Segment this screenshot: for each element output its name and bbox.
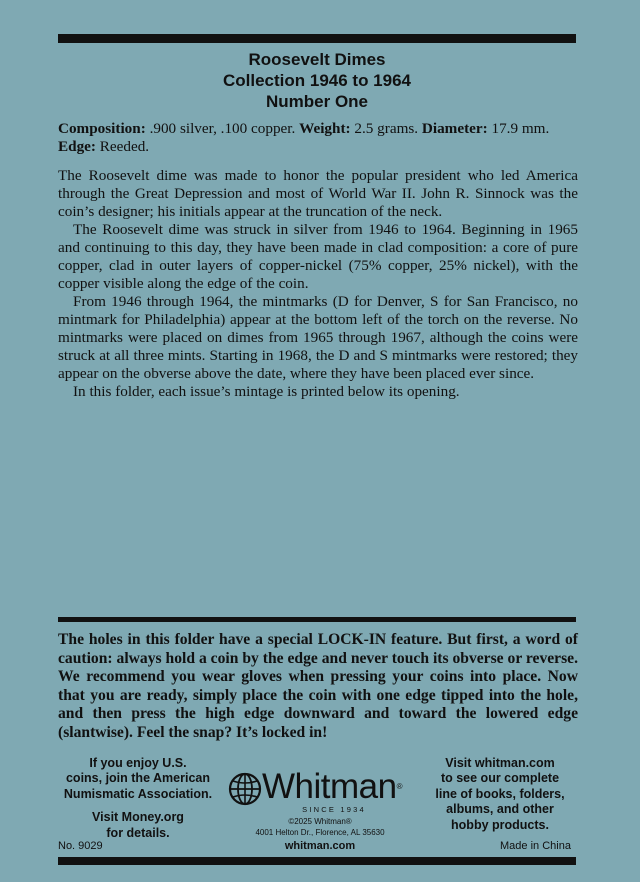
bottom-rule	[58, 857, 576, 865]
title-line-1: Roosevelt Dimes	[248, 50, 386, 69]
ana-promo	[58, 756, 218, 841]
ana-line: for details.	[106, 825, 170, 840]
top-rule	[58, 34, 576, 43]
title-line-3: Number One	[265, 92, 369, 111]
logo-wordmark	[262, 768, 402, 806]
weight-label: Weight:	[299, 120, 351, 137]
edge-label: Edge:	[58, 138, 96, 155]
diameter-value: 17.9 mm.	[487, 120, 550, 137]
ana-line: If you enjoy U.S.	[89, 756, 187, 770]
ana-line: coins, join the American	[65, 771, 210, 786]
coin-specifications	[58, 120, 578, 156]
title-line-2: Collection 1946 to 1964	[222, 71, 412, 90]
since-tagline: SINCE 1934	[302, 805, 366, 814]
copyright-text: ©2025 Whitman®	[288, 817, 352, 826]
weight-value: 2.5 grams.	[350, 120, 422, 137]
website-text: whitman.com	[284, 840, 356, 852]
promo-line: albums, and other	[446, 802, 554, 817]
whitman-logo	[226, 768, 416, 808]
lock-in-instructions: The holes in this folder have a special LOCK-IN feature. But first, a word of caution: always hold a coin by the edge and never touch its obverse or reverse. We recommend you wear gloves when pressing your coins into place. Now that you are ready, simply place the coin with one edge tipped into the hole, and then press the high edge downward and toward the lowered edge (slantwise). Feel the snap? It’s locked in!	[58, 631, 578, 741]
paragraph: The Roosevelt dime was made to honor the popular president who led America through the Great Depression and most of World War II. John R. Sinnock was the coin’s designer; his initials appear at the truncation of the neck.	[58, 167, 578, 220]
ana-line: Numismatic Association.	[63, 786, 213, 801]
diameter-label: Diameter:	[421, 120, 488, 137]
paragraph: From 1946 through 1964, the mintmarks (D for Denver, S for San Francisco, no mintmark for Philadelphia) appear at the bottom left of the torch on the reverse. No mintmarks were placed on dimes from 1965 through 1967, although the coins were struck at all three mints. Starting in 1968, the D and S mintmarks were restored; they appear on the obverse above the date, where they have been placed ever since.	[58, 293, 578, 382]
publisher-address: 4001 Helton Dr., Florence, AL 35630	[255, 828, 385, 837]
catalog-number: No. 9029	[58, 840, 103, 852]
promo-line: hobby products.	[451, 817, 549, 832]
globe-icon	[228, 772, 262, 806]
history-text	[58, 167, 578, 401]
ana-line: Visit Money.org	[92, 810, 184, 825]
promo-line: line of books, folders,	[435, 786, 565, 801]
country-of-origin: Made in China	[500, 840, 571, 852]
composition-label: Composition:	[58, 120, 146, 137]
edge-value: Reeded.	[95, 138, 150, 155]
whitman-promo	[420, 756, 580, 833]
middle-rule	[58, 617, 576, 622]
logo-text: Whitman	[262, 767, 397, 806]
publisher-imprint	[230, 816, 410, 838]
promo-line: Visit whitman.com	[445, 756, 555, 770]
logo-trademark: ®	[396, 782, 402, 791]
promo-line: to see our complete	[440, 771, 560, 786]
paragraph: The Roosevelt dime was struck in silver from 1946 to 1964. Beginning in 1965 and continuing to this day, they have been made in clad composition: a core of pure copper, clad in outer layers of copper-nickel (75% copper, 25% nickel), with the copper visible along the edge of the coin.	[58, 221, 578, 292]
composition-value: .900 silver, .100 copper.	[145, 120, 300, 137]
paragraph: In this folder, each issue’s mintage is printed below its opening.	[73, 383, 460, 400]
page-title	[58, 49, 576, 112]
